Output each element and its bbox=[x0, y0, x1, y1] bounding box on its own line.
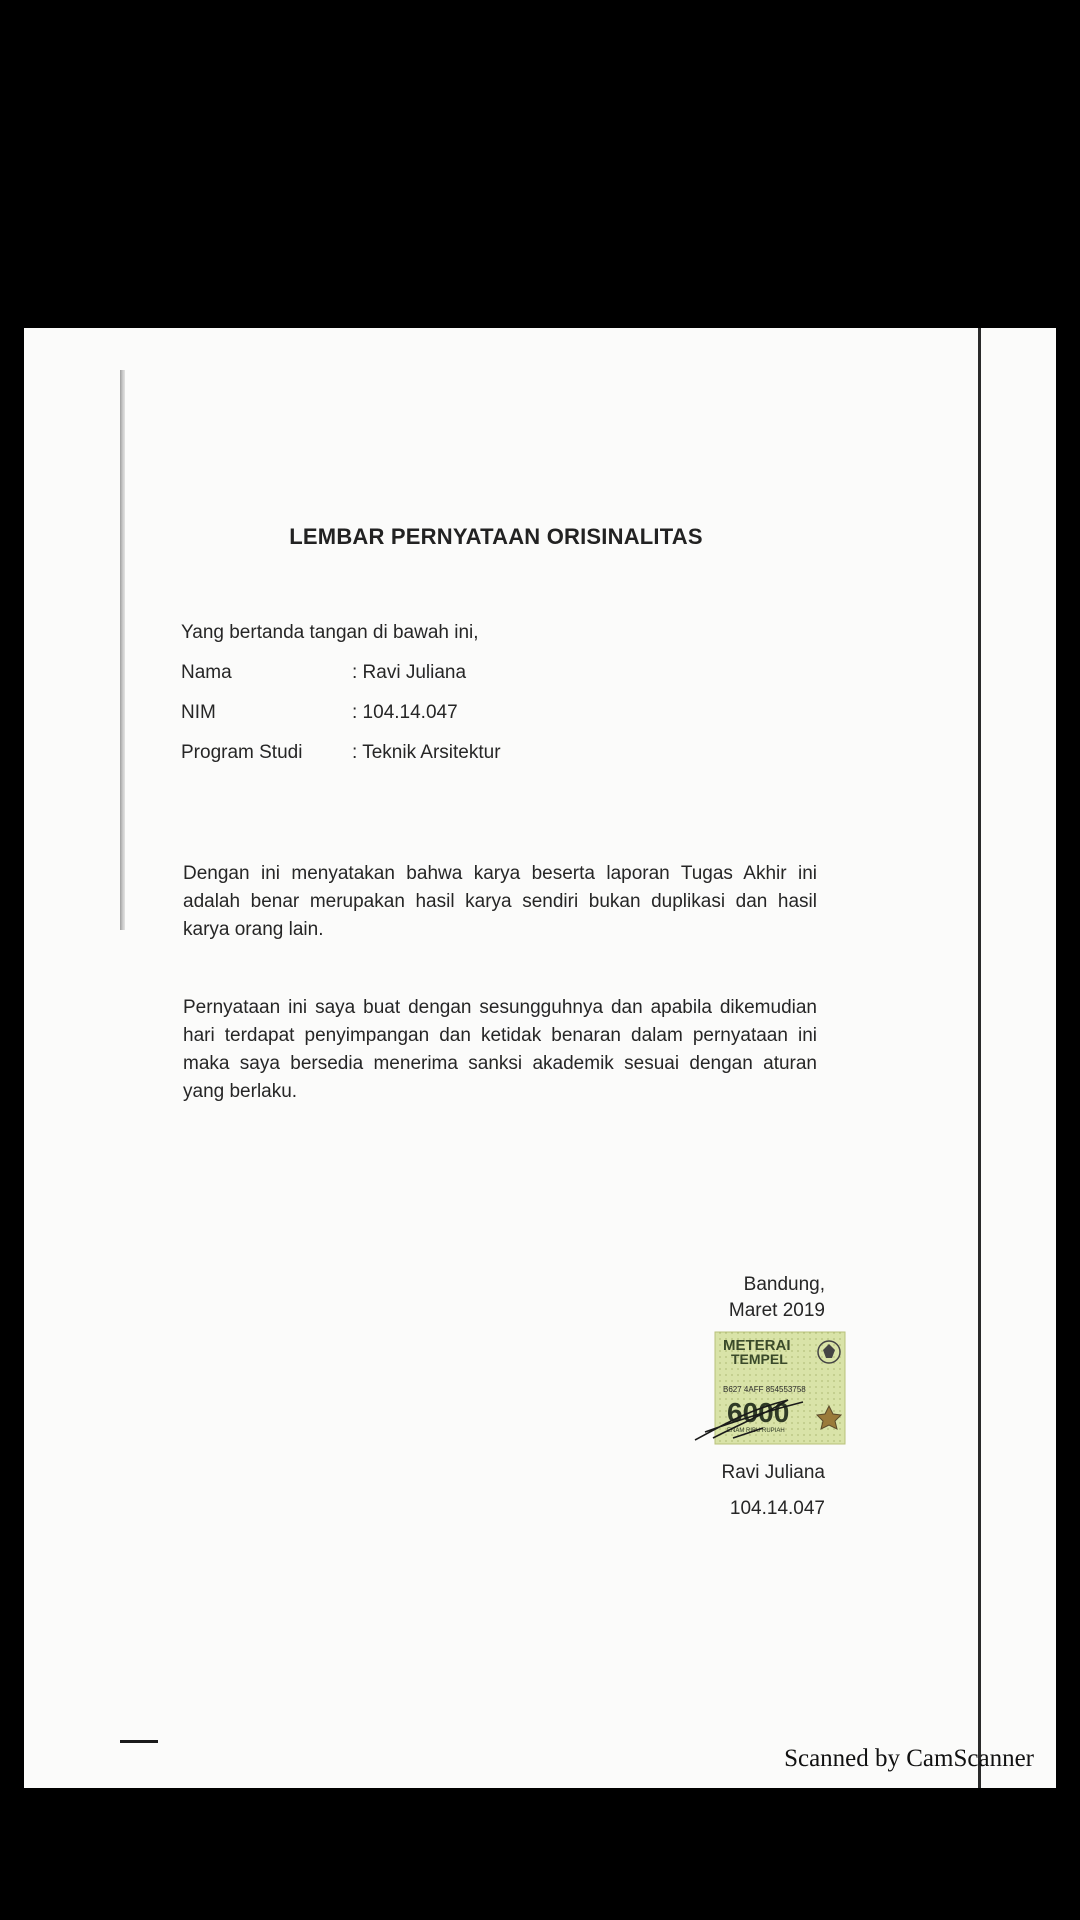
stamp-value: 6000 bbox=[727, 1397, 790, 1428]
field-value-program-studi: : Teknik Arsitektur bbox=[352, 742, 501, 763]
signer-nim: 104.14.047 bbox=[729, 1498, 825, 1519]
scanner-watermark-label: Scanned by CamScanner bbox=[784, 1745, 1034, 1772]
stamp-line-2: TEMPEL bbox=[731, 1351, 788, 1367]
signer-name: Ravi Juliana bbox=[721, 1462, 825, 1483]
page-fold-shadow bbox=[120, 370, 125, 930]
page-mark bbox=[120, 1740, 158, 1743]
field-label-nim: NIM bbox=[181, 702, 216, 723]
field-label-program-studi: Program Studi bbox=[181, 742, 303, 763]
stamp-line-1: METERAI bbox=[723, 1337, 791, 1354]
page-edge-line bbox=[978, 328, 981, 1788]
statement-paragraph-2: Pernyataan ini saya buat dengan sesungguhnya dan apabila dikemudian hari terdapat penyimpangan dan ketidak benaran dalam pernyataan ini maka saya bersedia menerima sanksi akademik sesuai dengan aturan yang berlaku. bbox=[183, 997, 817, 1102]
stamp-serial: B627 4AFF 854553758 bbox=[723, 1385, 806, 1394]
scanned-page bbox=[24, 328, 1056, 1788]
stamp-value-words: ENAM RIBU RUPIAH bbox=[727, 1428, 785, 1434]
signature-date: Maret 2019 bbox=[728, 1300, 825, 1321]
statement-paragraph-1: Dengan ini menyatakan bahwa karya beserta laporan Tugas Akhir ini adalah benar merupakan hasil karya sendiri bukan duplikasi dan hasil karya orang lain. bbox=[183, 863, 817, 940]
intro-text: Yang bertanda tangan di bawah ini, bbox=[181, 622, 479, 643]
meterai-stamp bbox=[693, 1330, 851, 1450]
field-value-nama: : Ravi Juliana bbox=[352, 662, 467, 683]
field-label-nama: Nama bbox=[181, 662, 232, 683]
document-title: LEMBAR PERNYATAAN ORISINALITAS bbox=[289, 524, 703, 549]
field-value-nim: : 104.14.047 bbox=[352, 702, 458, 723]
signature-city: Bandung, bbox=[743, 1274, 825, 1295]
